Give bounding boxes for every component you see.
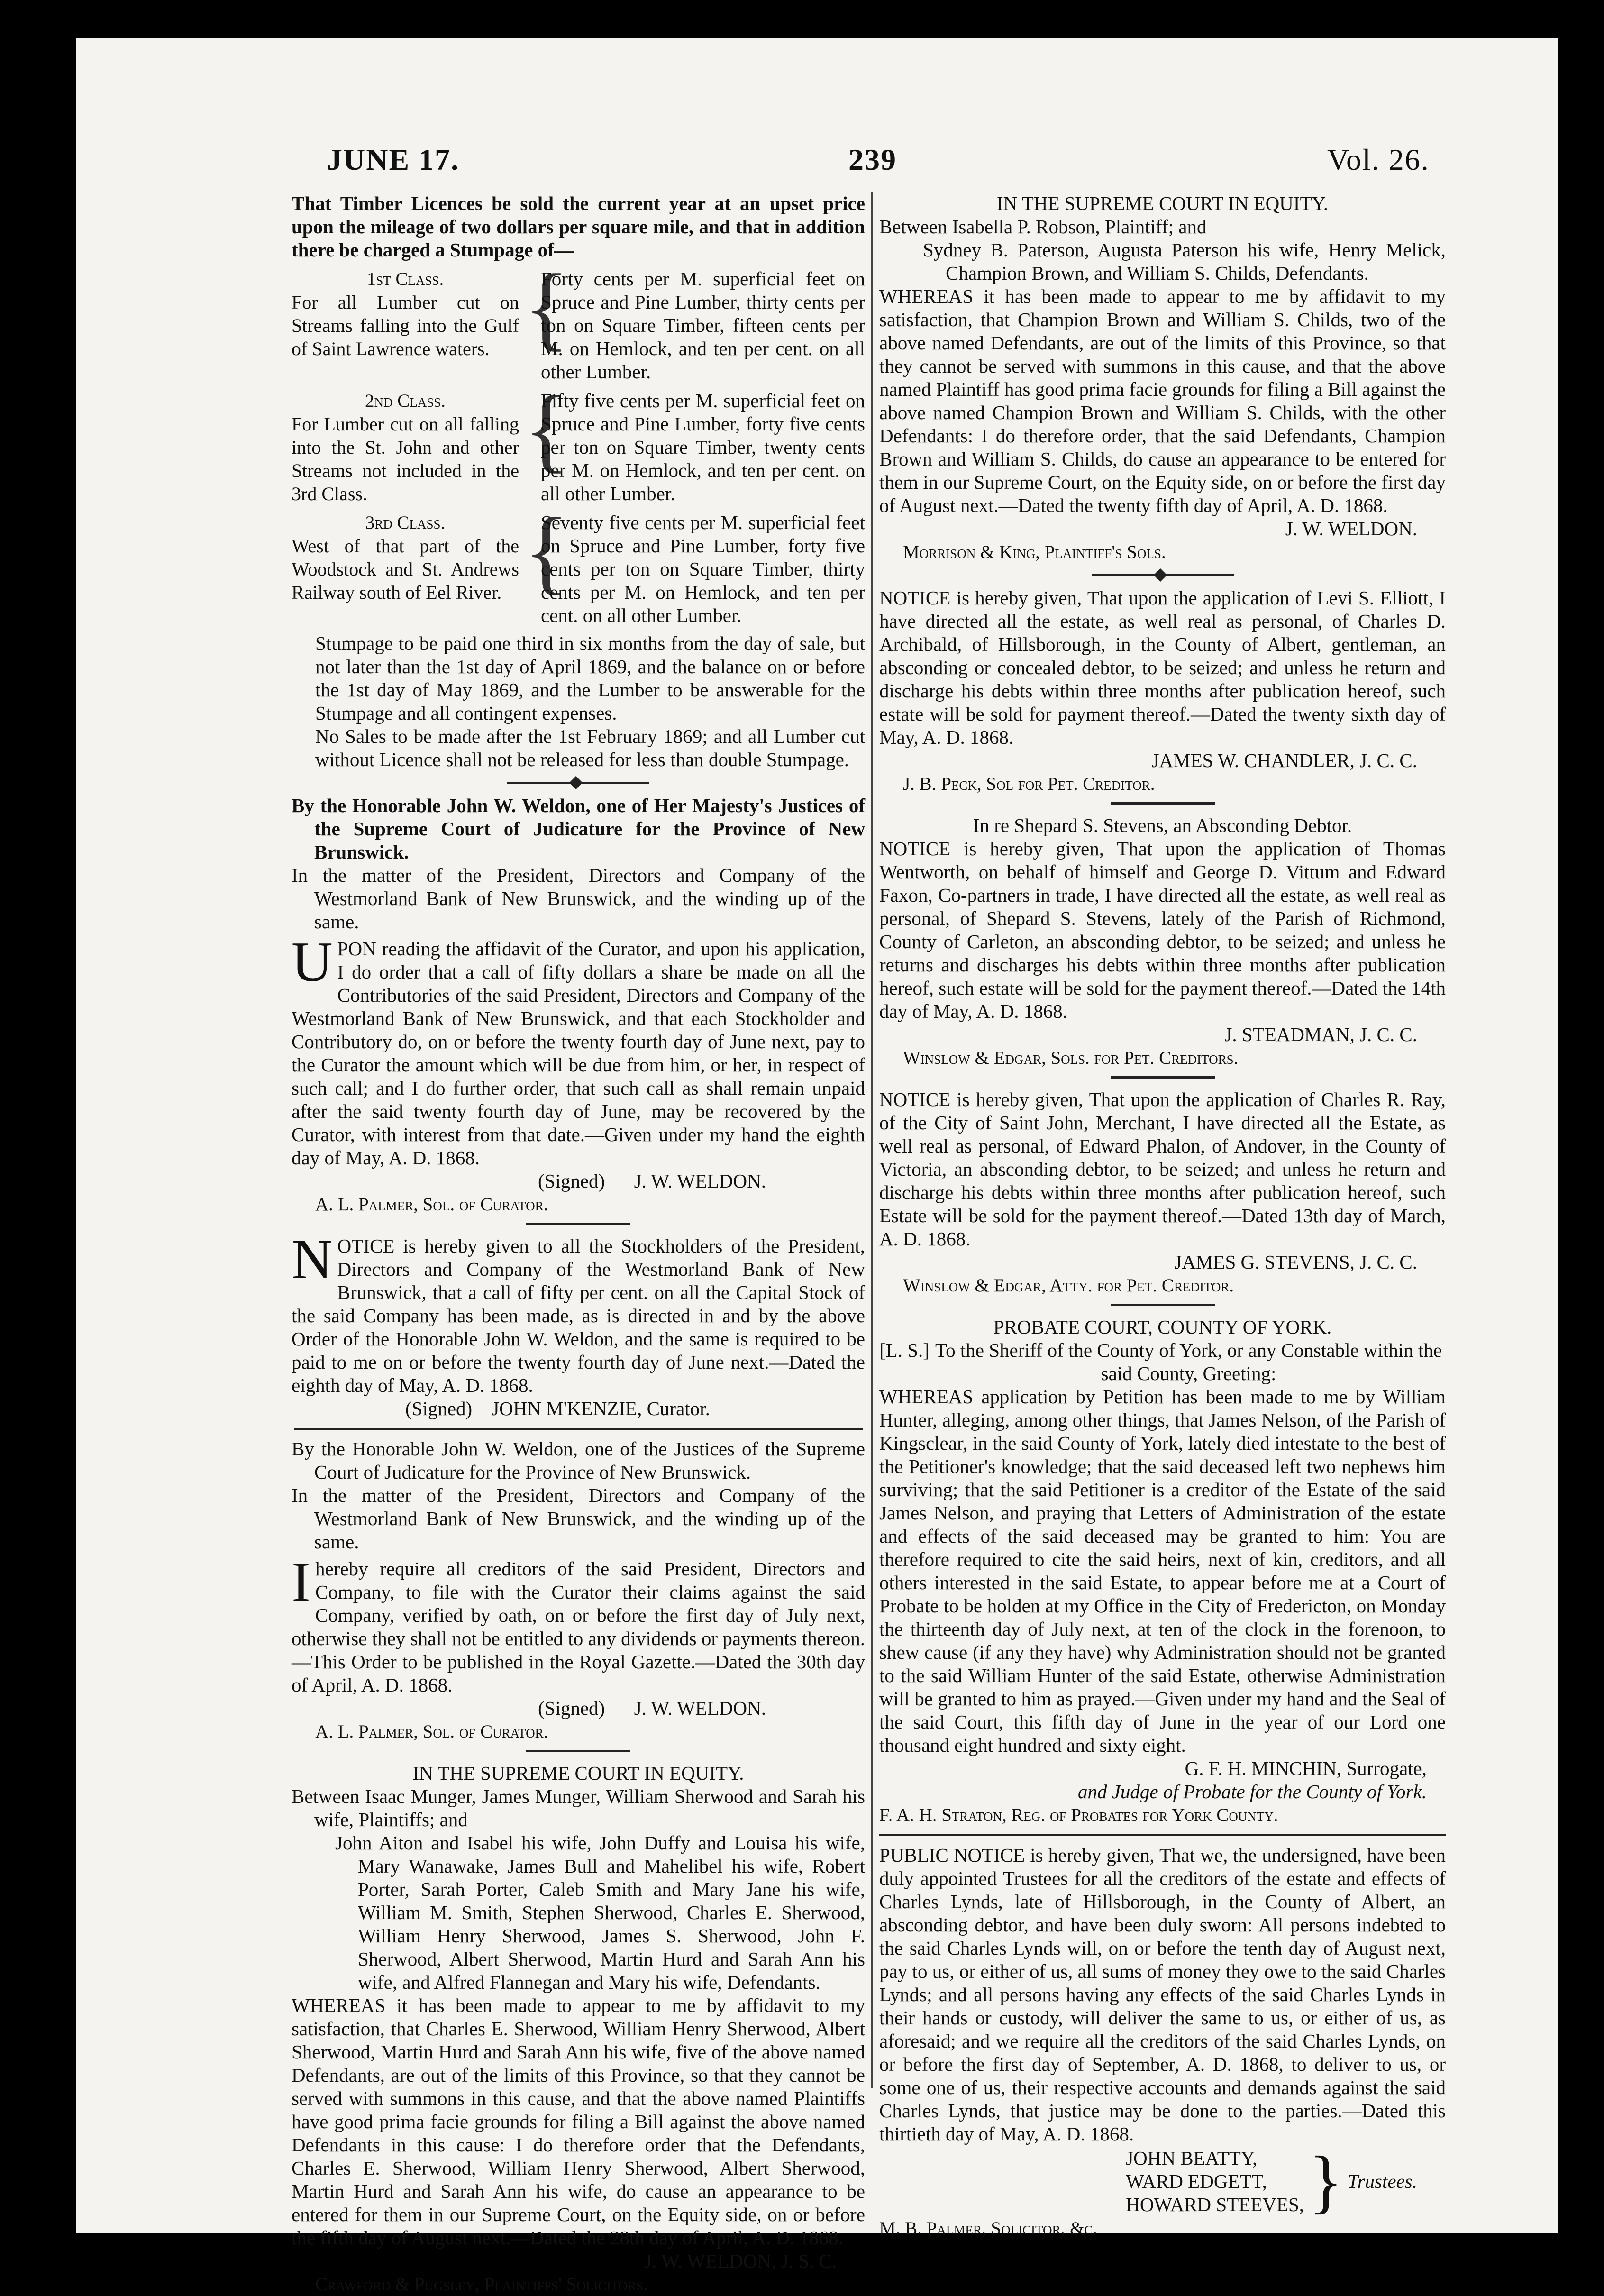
issue-date: JUNE 17. — [327, 143, 460, 176]
probate-signer-title: and Judge of Probate for the County of York. — [1077, 1781, 1427, 1802]
brace-icon: { — [524, 377, 569, 482]
divider — [1111, 1304, 1215, 1306]
class-name: 1st Class. — [366, 269, 444, 289]
drop-cap: U — [292, 930, 333, 993]
brace-icon: } — [1309, 2142, 1343, 2221]
stevens-solicitors: Winslow & Edgar, Sols. for Pet. Creditors. — [903, 1048, 1239, 1068]
notice1-body: OTICE is hereby given to all the Stockholders of the President, Directors and Company of the Westmorland Bank of New Brunswick, that a call of fifty per cent. on all the Capital Stock of the said Company has been made, as is directed in and by the above Order of the Honorable John W. Weldon, and the same is required to be paid to me on or before the twenty fourth day of June next.—Dated the eighth day of May, A. D. 1868. — [292, 1235, 865, 1396]
class-rate: Fifty five cents per M. superficial feet on Spruce and Pine Lumber, forty five cents per ton on Square Timber, twenty cents per M. on Hemlock, and ten per cent. on all other Lumber. — [541, 390, 865, 504]
equity-defendants: Sydney B. Paterson, Augusta Paterson his wife, Henry Melick, Champion Brown, and William S. Childs, Defendants. — [923, 239, 1446, 284]
probate-seal: [L. S.] — [879, 1339, 930, 1361]
signed-label: (Signed) — [538, 1170, 605, 1192]
trustee-name: JOHN BEATTY, — [1126, 2147, 1258, 2169]
ornament-divider — [1092, 570, 1234, 580]
equity-body: WHEREAS it has been made to appear to me by affidavit to my satisfaction, that Charles E. Sherwood, William Henry Sherwood, Albert Sherwood, Martin Hurd and Sarah Ann his wife, five of the above named Defendants, are out of the limits of this Province, so that they cannot be served with summons in this cause, and that the above named Plaintiffs have good prima facie grounds for filing a Bill against the above named Defendants in this cause: I do therefore order that the Defendants, Charles E. Sherwood, William Henry Sherwood, Albert Sherwood, Martin Hurd and Sarah Ann his wife, do cause an appearance to be entered for them in our Supreme Court, on the Equity side, on or before the fifth day of August next.—Dated the 28th day of April, A. D. 1868. — [292, 1994, 865, 2249]
equity-between: Between Isabella P. Robson, Plaintiff; and — [879, 216, 1207, 238]
order2-matter: In the matter of the President, Directors and Company of the Westmorland Bank of New Brunswick, and the winding up of the same. — [292, 1484, 865, 1553]
probate-address: To the Sheriff of the County of York, or any Constable within the said County, Greeting: — [935, 1339, 1442, 1384]
brace-icon: { — [524, 499, 569, 604]
signed-label: (Signed) — [405, 1398, 473, 1419]
equity-body: WHEREAS it has been made to appear to me by affidavit to my satisfaction, that Champion Brown and William S. Childs, two of the above named Defendants, are out of the limits of this Province, so that they cannot be served with summons in this cause, and that the above named Plaintiff has good prima facie grounds for filing a Bill against the above named Champion Brown and William S. Childs, with the other Defendants: I do therefore order, that the said Defendants, Champion Brown and William S. Childs, do cause an appearance to be entered for them in our Supreme Court, on the Equity side, on or before the first day of August next.—Dated the twenty fifth day of April, A. D. 1868. — [879, 285, 1446, 516]
divider — [526, 1750, 630, 1752]
elliott-signer: JAMES W. CHANDLER, J. C. C. — [1151, 750, 1417, 771]
probate-body: WHEREAS application by Petition has been made to me by William Hunter, alleging, among other things, that James Nelson, of the Parish of Kingsclear, in the said County of York, lately died intestate to the best of the Petitioner's knowledge; that the said deceased left two nephews him surviving; that the said Petitioner is a creditor of the Estate of the said James Nelson, and praying that Letters of Administration of the estate and effects of the said deceased may be granted to him: You are therefore required to cite the said heirs, next of kin, creditors, and all others interested in the said Estate, to appear before me at a Court of Probate to be holden at my Office in the City of Fredericton, on Monday the thirteenth day of July next, at ten of the clock in the forenoon, to shew cause (if any they have) why Administration should not be granted to the said William Hunter of the said Estate, otherwise Administration will be granted to him as prayed.—Given under my hand and the Seal of the said Court, this fifth day of June in the year of our Lord one thousand eight hundred and sixty eight. — [879, 1386, 1446, 1756]
trustees-label: Trustees. — [1348, 2170, 1417, 2192]
trustee-name: HOWARD STEEVES, — [1126, 2193, 1304, 2215]
stevens-signer: J. STEADMAN, J. C. C. — [1224, 1024, 1417, 1045]
page-number: 239 — [848, 143, 897, 176]
divider — [1111, 802, 1215, 805]
order2-body: hereby require all creditors of the said President, Directors and Company, to file with the Curator their claims against the said Company, verified by oath, on or before the first day of July next, otherwise they shall not be entitled to any dividends or payments thereon.—This Order to be published in the Royal Gazette.—Dated the 30th day of April, A. D. 1868. — [292, 1558, 865, 1696]
stumpage-terms: Stumpage to be paid one third in six months from the day of sale, but not later than the 1st day of April 1869, and the balance on or before the 1st day of May 1869, and the Lumber to be answerable for the Stumpage and all contingent expenses. — [315, 632, 865, 724]
class-name: 3rd Class. — [365, 512, 446, 533]
order1-solicitor: A. L. Palmer, Sol. of Curator. — [315, 1194, 548, 1215]
ray-attorney: Winslow & Edgar, Atty. for Pet. Creditor. — [903, 1275, 1234, 1296]
divider — [879, 1834, 1446, 1836]
divider — [294, 1428, 863, 1430]
notice-ray: NOTICE is hereby given, That upon the application of Charles R. Ray, of the City of Saint John, Merchant, I have directed all the Estate, as well real as personal, of Edward Phalon, of Andover, in the County of Victoria, an absconding debtor, to be seized; and unless he return and discharge his debts within three months after publication hereof, such Estate will be sold for the payment thereof.—Dated 13th day of March, A. D. 1868. — [879, 1089, 1446, 1250]
class-rate: Seventy five cents per M. superficial feet on Spruce and Pine Lumber, forty five cents per ton on Square Timber, thirty cents per M. on Hemlock, and ten per cent. on all other Lumber. — [541, 512, 865, 626]
class-rate: Forty cents per M. superficial feet on Spruce and Pine Lumber, thirty cents per ton on Square Timber, fifteen cents per M. on Hemlock, and ten per cent. on all other Lumber. — [541, 268, 865, 383]
timber-licence-intro: That Timber Licences be sold the current year at an upset price upon the mileage of two dollars per square mile, and that in addition there be charged a Stumpage of— — [292, 192, 865, 261]
equity-signer: J. W. WELDON, J. S. C. — [644, 2250, 837, 2272]
divider — [526, 1223, 630, 1225]
equity-heading: IN THE SUPREME COURT IN EQUITY. — [996, 192, 1329, 214]
order1-heading: By the Honorable John W. Weldon, one of Her Majesty's Justices of the Supreme Court of Judicature for the Province of New Brunswick. — [292, 795, 865, 863]
trustee-name: WARD EDGETT, — [1126, 2170, 1267, 2192]
equity-signer: J. W. WELDON. — [1285, 518, 1417, 540]
public-notice: PUBLIC NOTICE is hereby given, That we, the undersigned, have been duly appointed Trustees for all the creditors of the estate and effects of Charles Lynds, late of Hillsborough, in the County of Albert, an absconding debtor, and have been duly sworn: All persons indebted to the said Charles Lynds will, on or before the tenth day of August next, pay to us, or either of us, all sums of money they owe to the said Charles Lynds; and all persons having any effects of the said Charles Lynds in their hands or custody, will deliver the same to us, or either of us, as aforesaid; and we require all the creditors of the said Charles Lynds, on or before the first day of September, A. D. 1868, to deliver to us, or some one of us, their respective accounts and demands against the said Charles Lynds, that justice may be done to the parties.—Dated this thirtieth day of May, A. D. 1868. — [879, 1844, 1446, 2145]
divider — [1111, 1076, 1215, 1079]
notice-elliott: NOTICE is hereby given, That upon the application of Levi S. Elliott, I have directed all the estate, as well real as personal, of Charles D. Archibald, of Hillsborough, in the County of Albert, gentleman, an absconding or concealed debtor, to be seized; and unless he return and discharge his debts within three months after publication hereof, such estate will be sold for payment thereof.—Dated the twenty sixth day of May, A. D. 1868. — [879, 587, 1446, 748]
order2-heading: By the Honorable John W. Weldon, one of the Justices of the Supreme Court of Judicature for the Province of New Brunswick. — [292, 1438, 865, 1483]
probate-registrar: F. A. H. Straton, Reg. of Probates for York County. — [879, 1805, 1278, 1825]
class-scope: West of that part of the Woodstock and St. Andrews Railway south of Eel River. — [292, 535, 519, 603]
brace-icon: { — [524, 255, 569, 360]
left-column — [292, 192, 865, 2296]
order2-solicitor: A. L. Palmer, Sol. of Curator. — [315, 1721, 548, 1742]
order1-matter: In the matter of the President, Directors and Company of the Westmorland Bank of New Brunswick, and the winding up of the same. — [292, 864, 865, 933]
stumpage-class-2 — [292, 377, 865, 505]
equity-solicitors: Crawford & Pugsley, Plaintiffs' Solicitors. — [315, 2274, 648, 2295]
notice-stevens: NOTICE is hereby given, That upon the application of Thomas Wentworth, on behalf of himself and George D. Vittum and Edward Faxon, Co-partners in trade, I have directed all the estate, as well real as personal, of Shepard S. Stevens, lately of the Parish of Richmond, County of Carleton, an absconding debtor, to be seized; and unless he returns and discharges his debts within three months after publication hereof, such estate will be sold for the payment thereof.—Dated the 14th day of May, A. D. 1868. — [879, 838, 1446, 1022]
class-scope: For all Lumber cut on Streams falling into the Gulf of Saint Lawrence waters. — [292, 292, 519, 359]
elliott-solicitor: J. B. Peck, Sol for Pet. Creditor. — [903, 774, 1155, 794]
probate-signer: G. F. H. MINCHIN, Surrogate, — [1185, 1757, 1427, 1779]
order2-signer: J. W. WELDON. — [634, 1697, 766, 1719]
notice1-signer: JOHN M'KENZIE, Curator. — [492, 1398, 710, 1419]
ornament-divider — [507, 778, 649, 787]
equity-heading: IN THE SUPREME COURT IN EQUITY. — [412, 1762, 744, 1784]
order1-signer: J. W. WELDON. — [634, 1170, 766, 1192]
volume-number: Vol. 26. — [1327, 143, 1430, 176]
column-rule — [871, 192, 873, 2088]
equity-solicitors: Morrison & King, Plaintiff's Sols. — [903, 542, 1166, 562]
equity-between: Between Isaac Munger, James Munger, William Sherwood and Sarah his wife, Plaintiffs; and — [292, 1785, 865, 1830]
drop-cap: N — [292, 1227, 333, 1290]
trustees-solicitor: M. B. Palmer, Solicitor, &c. — [879, 2218, 1098, 2239]
class-scope: For Lumber cut on all falling into the St. John and other Streams not included in the 3rd Class. — [292, 413, 519, 504]
drop-cap: I — [292, 1550, 310, 1613]
ray-signer: JAMES G. STEVENS, J. C. C. — [1174, 1251, 1417, 1273]
signed-label: (Signed) — [538, 1697, 605, 1719]
stumpage-class-1 — [292, 255, 865, 384]
order1-body: PON reading the affidavit of the Curator, and upon his application, I do order that a call of fifty dollars a share be made on all the Contributories of the said President, Directors and Company of the Westmorland Bank of New Brunswick, and that each Stockholder and Contributory do, on or before the twenty fourth day of June next, pay to the Curator the amount which will be due from him, or her, in respect of such call; and I do further order, that such call as shall remain unpaid after the said twenty fourth day of June, may be recovered by the Curator, with interest from that date.—Given under my hand the eighth day of May, A. D. 1868. — [292, 938, 865, 1169]
probate-heading: PROBATE COURT, COUNTY OF YORK. — [993, 1316, 1332, 1338]
equity-defendants: John Aiton and Isabel his wife, John Duffy and Louisa his wife, Mary Wanawake, James Bull and Mahelibel his wife, Robert Porter, Sarah Porter, Caleb Smith and Mary Jane his wife, William M. Smith, Stephen Sherwood, Charles E. Sherwood, William Henry Sherwood, James S. Sherwood, John F. Sherwood, Albert Sherwood, Martin Hurd and Sarah Ann his wife, and Alfred Flannegan and Mary his wife, Defendants. — [335, 1832, 865, 1993]
no-sales-notice: No Sales to be made after the 1st February 1869; and all Lumber cut without Licence shall not be released for less than double Stumpage. — [315, 725, 865, 770]
right-column — [879, 192, 1446, 2240]
class-name: 2nd Class. — [365, 391, 446, 411]
trustees-block — [879, 2142, 1446, 2221]
stevens-heading: In re Shepard S. Stevens, an Absconding Debtor. — [973, 814, 1352, 836]
stumpage-class-3 — [292, 499, 865, 627]
